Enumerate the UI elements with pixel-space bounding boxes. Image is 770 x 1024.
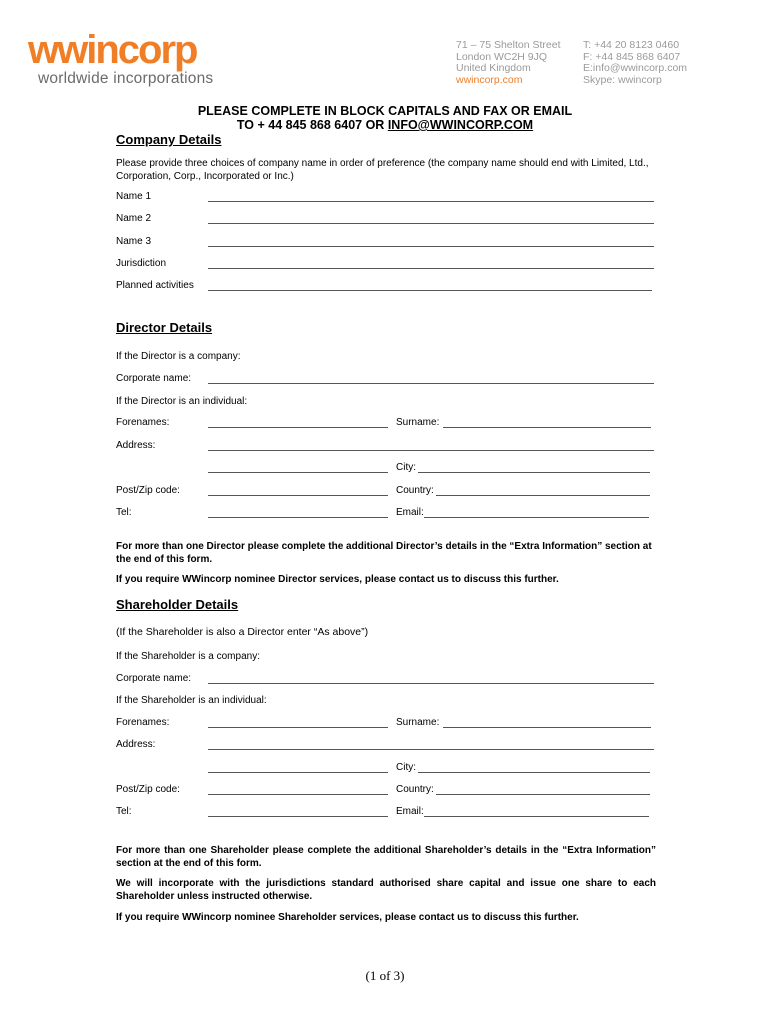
director-if-individual: If the Director is an individual: <box>116 396 248 407</box>
shareholder-details-title: Shareholder Details <box>116 597 239 612</box>
planned-activities-label: Planned activities <box>116 280 194 291</box>
shareholder-forenames-label: Forenames: <box>116 717 170 728</box>
director-corporate-name-label: Corporate name: <box>116 373 192 384</box>
shareholder-as-above-note: (If the Shareholder is also a Director enter “As above”) <box>116 626 369 638</box>
address-line: United Kingdom <box>456 62 531 74</box>
shareholder-surname-field[interactable] <box>443 727 651 728</box>
shareholder-corporate-name-label: Corporate name: <box>116 673 192 684</box>
name1-field[interactable] <box>208 201 654 202</box>
name3-field[interactable] <box>208 246 654 247</box>
shareholder-address-line-2-field[interactable] <box>208 772 388 773</box>
director-details-title: Director Details <box>116 320 213 335</box>
director-country-field[interactable] <box>436 495 650 496</box>
director-surname-label: Surname: <box>396 417 440 428</box>
director-tel-field[interactable] <box>208 517 388 518</box>
shareholder-forenames-field[interactable] <box>208 727 388 728</box>
shareholder-address-field[interactable] <box>208 749 654 750</box>
shareholder-city-field[interactable] <box>418 772 650 773</box>
phone-number: T: +44 20 8123 0460 <box>583 39 680 51</box>
email-address[interactable]: E:info@wwincorp.com <box>583 62 688 74</box>
website-link[interactable]: wwincorp.com <box>456 73 523 86</box>
contact-block <box>583 40 687 86</box>
name1-label: Name 1 <box>116 191 152 202</box>
director-postcode-field[interactable] <box>208 495 388 496</box>
shareholder-postcode-label: Post/Zip code: <box>116 784 180 795</box>
director-surname-field[interactable] <box>443 427 651 428</box>
wwincorp-logo <box>28 28 268 90</box>
shareholder-city-label: City: <box>396 762 416 773</box>
shareholder-if-company: If the Shareholder is a company: <box>116 651 260 662</box>
director-forenames-field[interactable] <box>208 427 388 428</box>
shareholder-email-field[interactable] <box>424 816 649 817</box>
shareholder-share-capital-note: We will incorporate with the jurisdictions standard authorised share capital and issue one share to each Shareholder unless instructed otherwise. <box>116 878 656 902</box>
shareholder-tel-label: Tel: <box>116 806 132 817</box>
company-description: Please provide three choices of company name in order of preference (the company name should end with Limited, Ltd., Corporation, Corp., Incorporated or Inc.) <box>116 158 649 182</box>
instructions-email-link[interactable]: INFO@WWINCORP.COM <box>387 118 534 132</box>
address-line: London WC2H 9JQ <box>456 50 548 63</box>
fax-number: F: +44 845 868 6407 <box>583 50 681 63</box>
shareholder-surname-label: Surname: <box>396 717 440 728</box>
skype-id: Skype: wwincorp <box>583 73 662 86</box>
shareholder-country-field[interactable] <box>436 794 650 795</box>
name3-label: Name 3 <box>116 236 152 247</box>
address-block <box>456 40 561 86</box>
instructions-line-2 <box>0 118 770 132</box>
director-if-company: If the Director is a company: <box>116 351 241 362</box>
company-details-title: Company Details <box>116 132 222 147</box>
shareholder-nominee-note: If you require WWincorp nominee Shareholder services, please contact us to discuss this further. <box>116 912 579 923</box>
director-city-field[interactable] <box>418 472 650 473</box>
director-tel-label: Tel: <box>116 507 132 518</box>
shareholder-postcode-field[interactable] <box>208 794 388 795</box>
director-address-field[interactable] <box>208 450 654 451</box>
director-address-label: Address: <box>116 440 156 451</box>
director-country-label: Country: <box>396 485 434 496</box>
director-forenames-label: Forenames: <box>116 417 170 428</box>
director-city-label: City: <box>396 462 416 473</box>
shareholder-if-individual: If the Shareholder is an individual: <box>116 695 267 706</box>
jurisdiction-field[interactable] <box>208 268 654 269</box>
shareholder-extra-info-note: For more than one Shareholder please complete the additional Shareholder’s details in the “Extra Information” section at the end of this form. <box>116 845 656 869</box>
address-line: 71 – 75 Shelton Street <box>456 39 561 51</box>
planned-activities-field[interactable] <box>208 290 652 291</box>
director-extra-info-note: For more than one Director please complete the additional Director’s details in the “Extra Information” section at the end of this form. <box>116 541 652 565</box>
name2-field[interactable] <box>208 223 654 224</box>
shareholder-address-label: Address: <box>116 739 156 750</box>
director-corporate-name-field[interactable] <box>208 383 654 384</box>
director-nominee-note: If you require WWincorp nominee Director services, please contact us to discuss this further. <box>116 574 559 585</box>
logo-wordmark: wwincorp <box>28 28 197 72</box>
director-address-line-2-field[interactable] <box>208 472 388 473</box>
instructions-line-1: PLEASE COMPLETE IN BLOCK CAPITALS AND FAX OR EMAIL <box>197 104 573 118</box>
instructions-fax: TO + 44 845 868 6407 OR <box>236 118 388 132</box>
shareholder-tel-field[interactable] <box>208 816 388 817</box>
director-email-field[interactable] <box>424 517 649 518</box>
director-postcode-label: Post/Zip code: <box>116 485 180 496</box>
page-number: (1 of 3) <box>365 968 405 983</box>
name2-label: Name 2 <box>116 213 152 224</box>
logo-subtitle: worldwide incorporations <box>38 70 214 87</box>
shareholder-corporate-name-field[interactable] <box>208 683 654 684</box>
jurisdiction-label: Jurisdiction <box>116 258 167 269</box>
director-email-label: Email: <box>396 507 424 518</box>
shareholder-country-label: Country: <box>396 784 434 795</box>
shareholder-email-label: Email: <box>396 806 424 817</box>
